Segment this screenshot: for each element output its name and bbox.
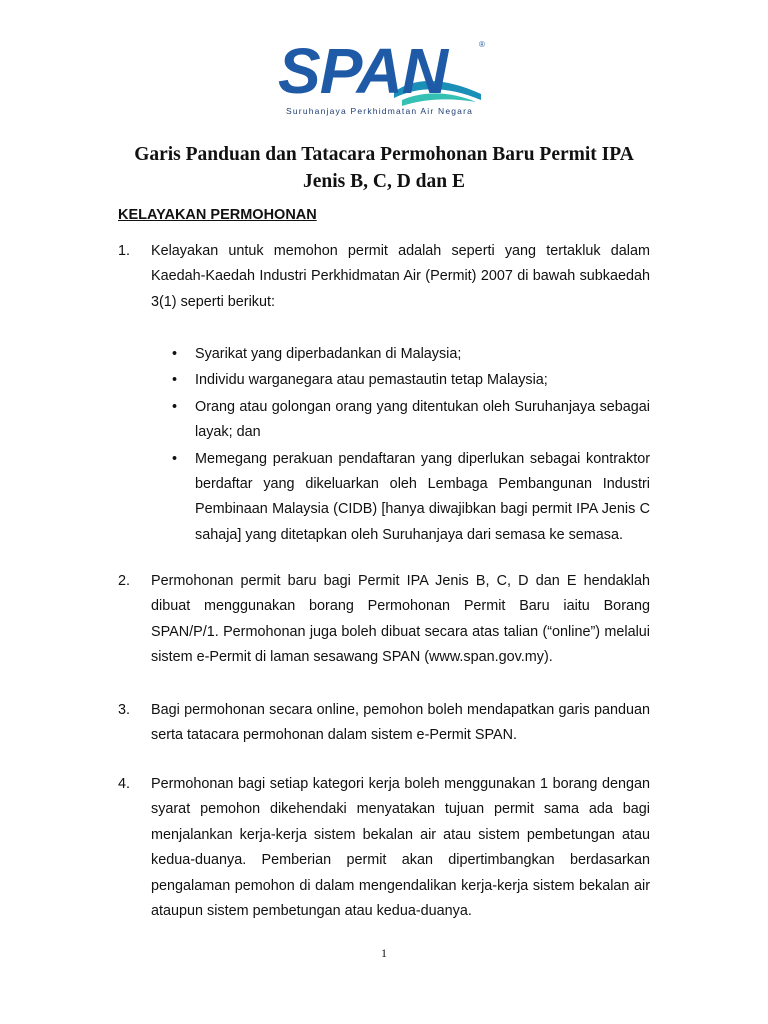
document-title [80,141,688,195]
logo-wordmark: SPAN [278,35,448,107]
eligibility-list [170,342,650,549]
registered-mark: ® [479,40,485,49]
paragraph-3 [118,698,650,749]
title-line-1: Garis Panduan dan Tatacara Permohonan Baru Permit IPA [134,144,634,165]
paragraph-text: Permohonan bagi setiap kategori kerja boleh menggunakan 1 borang dengan syarat pemohon dikehendaki menyatakan tujuan permit sama ada bagi menjalankan kerja-kerja sistem bekalan air atau sistem pembetungan atau kedua-duanya. Pemberian permit akan dipertimbangkan berdasarkan pengalaman pemohon di dalam mengendalikan kerja-kerja sistem bekalan air ataupun sistem pembetungan atau kedua-duanya. [151,776,650,920]
list-item: • Syarikat yang diperbadankan di Malaysia; [170,342,650,367]
page-number: 1 [381,946,387,960]
bullet-icon: • [172,346,178,362]
span-logo [276,36,496,120]
logo-subtitle: Suruhanjaya Perkhidmatan Air Negara [286,106,474,116]
bullet-icon: • [172,398,178,415]
paragraph-4 [118,772,650,924]
paragraph-2 [118,569,650,671]
paragraph-text: Bagi permohonan secara online, pemohon boleh mendapatkan garis panduan serta tatacara permohonan dalam sistem e-Permit SPAN. [151,702,650,744]
paragraph-number: 2. [118,573,131,589]
paragraph-number: 3. [118,702,131,718]
paragraph-number: 4. [118,776,131,792]
paragraph-text: Permohonan permit baru bagi Permit IPA Jenis B, C, D dan E hendaklah dibuat menggunakan borang Permohonan Permit Baru iaitu Borang SPAN/P/1. Permohonan juga boleh dibuat secara atas talian (“online”) melalui sistem e-Permit di laman sesawang SPAN (www.span.gov.my). [151,573,650,666]
section-heading: KELAYAKAN PERMOHONAN [118,207,317,223]
bullet-icon: • [172,372,178,389]
paragraph-1 [118,239,650,315]
bullet-icon: • [172,450,178,467]
list-item: • Individu warganegara atau pemastautin tetap Malaysia; [170,368,650,393]
list-item: • Memegang perakuan pendaftaran yang diperlukan sebagai kontraktor berdaftar yang dikeluarkan oleh Lembaga Pembangunan Industri Pembinaan Malaysia (CIDB) [hanya diwajibkan bagi permit IPA Jenis C sahaja] yang ditetapkan oleh Suruhanjaya dari semasa ke semasa. [170,447,650,549]
paragraph-text: Kelayakan untuk memohon permit adalah seperti yang tertakluk dalam Kaedah-Kaedah Industri Perkhidmatan Air (Permit) 2007 di bawah subkaedah 3(1) seperti berikut: [151,243,650,310]
title-line-2: Jenis B, C, D dan E [303,171,465,192]
list-item: • Orang atau golongan orang yang ditentukan oleh Suruhanjaya sebagai layak; dan [170,395,650,446]
paragraph-number: 1. [118,243,131,259]
